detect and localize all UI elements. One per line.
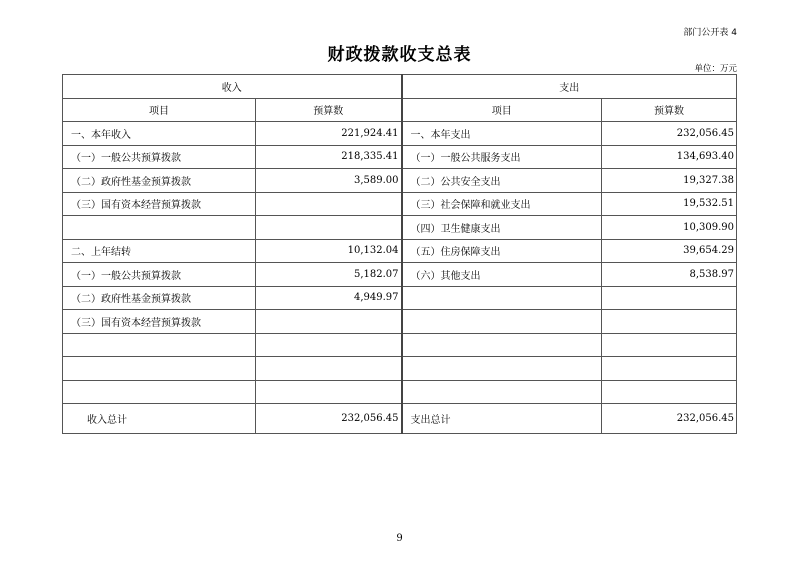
income-group-header: 收入 bbox=[63, 75, 402, 99]
expense-item-cell: （四）卫生健康支出 bbox=[402, 216, 602, 240]
expense-value-cell: 8,538.97 bbox=[602, 263, 737, 287]
income-item-cell: （二）政府性基金预算拨款 bbox=[63, 286, 256, 310]
budget-table bbox=[62, 74, 737, 434]
expense-budget-header: 预算数 bbox=[602, 98, 737, 122]
total-row bbox=[63, 404, 737, 434]
page-title: 财政拨款收支总表 bbox=[327, 45, 472, 65]
income-budget-header: 预算数 bbox=[256, 98, 402, 122]
expense-value-cell bbox=[602, 286, 737, 310]
income-item-cell: （一）一般公共预算拨款 bbox=[63, 145, 256, 169]
income-value-cell bbox=[256, 380, 402, 404]
expense-value-cell bbox=[602, 310, 737, 334]
expense-item-cell: （二）公共安全支出 bbox=[402, 169, 602, 193]
table-row bbox=[63, 333, 737, 357]
income-item-cell: （三）国有资本经营预算拨款 bbox=[63, 192, 256, 216]
expense-total-value: 232,056.45 bbox=[602, 404, 737, 434]
expense-item-cell: （五）住房保障支出 bbox=[402, 239, 602, 263]
expense-item-cell bbox=[402, 380, 602, 404]
table-row bbox=[63, 145, 737, 169]
table-row bbox=[63, 192, 737, 216]
page-number: 9 bbox=[396, 533, 403, 544]
income-item-cell bbox=[63, 357, 256, 381]
unit-label: 单位：万元 bbox=[694, 64, 737, 74]
income-value-cell: 5,182.07 bbox=[256, 263, 402, 287]
expense-item-header: 项目 bbox=[402, 98, 602, 122]
expense-value-cell bbox=[602, 333, 737, 357]
expense-item-cell bbox=[402, 333, 602, 357]
income-value-cell: 218,335.41 bbox=[256, 145, 402, 169]
income-total-label: 收入总计 bbox=[63, 404, 256, 434]
table-row bbox=[63, 169, 737, 193]
income-item-cell: （三）国有资本经营预算拨款 bbox=[63, 310, 256, 334]
income-value-cell: 4,949.97 bbox=[256, 286, 402, 310]
income-value-cell bbox=[256, 333, 402, 357]
table-row bbox=[63, 310, 737, 334]
table-row bbox=[63, 286, 737, 310]
expense-value-cell bbox=[602, 380, 737, 404]
income-value-cell bbox=[256, 216, 402, 240]
group-header-row bbox=[63, 75, 737, 99]
table-tag: 部门公开表 4 bbox=[683, 28, 737, 38]
income-item-cell bbox=[63, 216, 256, 240]
expense-value-cell: 232,056.45 bbox=[602, 122, 737, 146]
income-value-cell: 3,589.00 bbox=[256, 169, 402, 193]
table-row bbox=[63, 357, 737, 381]
expense-item-cell: （一）一般公共服务支出 bbox=[402, 145, 602, 169]
income-value-cell bbox=[256, 357, 402, 381]
income-item-cell: （二）政府性基金预算拨款 bbox=[63, 169, 256, 193]
expense-value-cell: 134,693.40 bbox=[602, 145, 737, 169]
income-value-cell bbox=[256, 310, 402, 334]
expense-value-cell: 19,532.51 bbox=[602, 192, 737, 216]
table-row bbox=[63, 122, 737, 146]
column-header-row bbox=[63, 98, 737, 122]
expense-item-cell bbox=[402, 310, 602, 334]
income-value-cell: 221,924.41 bbox=[256, 122, 402, 146]
income-item-cell: 一、本年收入 bbox=[63, 122, 256, 146]
income-item-cell: （一）一般公共预算拨款 bbox=[63, 263, 256, 287]
expense-item-cell: （六）其他支出 bbox=[402, 263, 602, 287]
income-item-header: 项目 bbox=[63, 98, 256, 122]
expense-item-cell: 一、本年支出 bbox=[402, 122, 602, 146]
expense-item-cell bbox=[402, 357, 602, 381]
income-item-cell bbox=[63, 380, 256, 404]
table-row bbox=[63, 263, 737, 287]
expense-value-cell: 39,654.29 bbox=[602, 239, 737, 263]
expense-total-label: 支出总计 bbox=[402, 404, 602, 434]
expense-group-header: 支出 bbox=[402, 75, 737, 99]
income-value-cell: 10,132.04 bbox=[256, 239, 402, 263]
expense-value-cell bbox=[602, 357, 737, 381]
expense-item-cell bbox=[402, 286, 602, 310]
income-item-cell: 二、上年结转 bbox=[63, 239, 256, 263]
income-item-cell bbox=[63, 333, 256, 357]
table-row bbox=[63, 216, 737, 240]
expense-value-cell: 10,309.90 bbox=[602, 216, 737, 240]
income-value-cell bbox=[256, 192, 402, 216]
table-row bbox=[63, 380, 737, 404]
income-total-value: 232,056.45 bbox=[256, 404, 402, 434]
expense-value-cell: 19,327.38 bbox=[602, 169, 737, 193]
expense-item-cell: （三）社会保障和就业支出 bbox=[402, 192, 602, 216]
table-row bbox=[63, 239, 737, 263]
